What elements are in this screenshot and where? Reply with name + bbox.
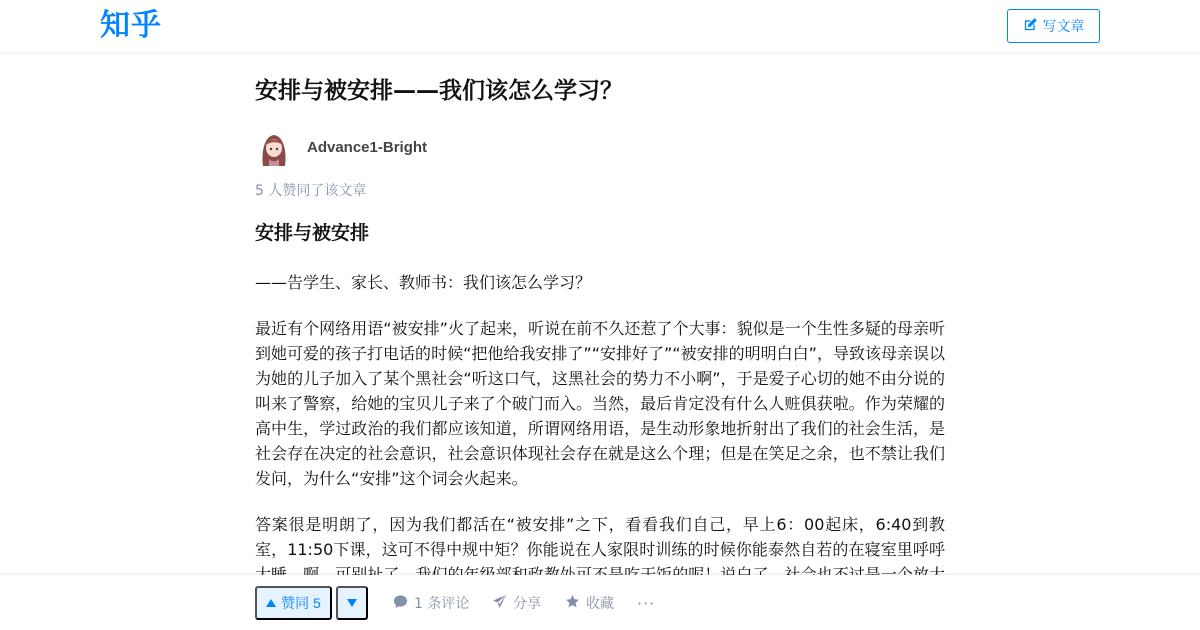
vote-up-label: 赞同 5 (281, 595, 321, 611)
star-icon (565, 594, 580, 613)
author-info (255, 128, 427, 166)
article-title: 安排与被安排——我们该怎么学习？ (255, 78, 623, 104)
comments-button[interactable] (393, 586, 469, 620)
collect-button[interactable] (565, 586, 614, 620)
vote-down-button[interactable] (336, 586, 368, 620)
author-name[interactable]: Advance1-Bright (307, 138, 428, 156)
share-button[interactable] (492, 586, 541, 620)
caret-down-icon (347, 596, 357, 611)
collect-label: 收藏 (586, 596, 614, 612)
paragraph: ——告学生、家长、教师书：我们该怎么学习？ (255, 273, 592, 292)
write-article-label: 写文章 (1042, 18, 1085, 34)
paper-plane-icon (492, 594, 507, 613)
more-button[interactable] (637, 586, 655, 620)
comments-label: 1 条评论 (414, 596, 470, 612)
likes-note: 5 人赞同了该文章 (255, 183, 367, 199)
section-heading: 安排与被安排 (255, 222, 370, 244)
paragraph: 最近有个网络用语“被安排”火了起来，听说在前不久还惹了个大事：貌似是一个生性多疑的母亲听到她可爱的孩子打电话的时候“把他给我安排了”“安排好了”“被安排的明明白白”，导致该母亲误以为她的儿子加入了某个黑社会“听这口气，这黑社会的势力不小啊”，于是爱子心切的她不由分说的叫来了警察，给她的宝贝儿子来了个破门而入。当然，最后肯定没有什么人赃俱获啦。作为荣耀的高中生，学过政治的我们都应该知道，所谓网络用语，是生动形象地折射出了我们的社会生活，是社会存在决定的社会意识，社会意识体现社会存在就是这么个理；但是在笑足之余，也不禁让我们发问，为什么“安排”这个词会火起来。 (255, 319, 945, 488)
top-bar (0, 0, 1200, 52)
zhihu-logo[interactable]: 知乎 (100, 8, 162, 43)
comment-bubble-icon (393, 594, 408, 613)
pencil-square-icon (1023, 17, 1038, 35)
vote-up-button[interactable] (255, 586, 332, 620)
action-bar (0, 575, 1200, 630)
caret-up-icon (266, 595, 276, 611)
ellipsis-icon: ··· (637, 593, 656, 613)
write-article-button[interactable] (1007, 9, 1100, 43)
share-label: 分享 (513, 596, 541, 612)
author-avatar[interactable] (255, 128, 293, 166)
paragraph: 答案很是明朗了，因为我们都活在“被安排”之下，看看我们自己，早上6：00起床，6:40到教室，11:50下课，这可不得中规中矩？你能说在人家限时训练的时候你能泰然自若的在寝室里呼呼 (255, 515, 945, 559)
